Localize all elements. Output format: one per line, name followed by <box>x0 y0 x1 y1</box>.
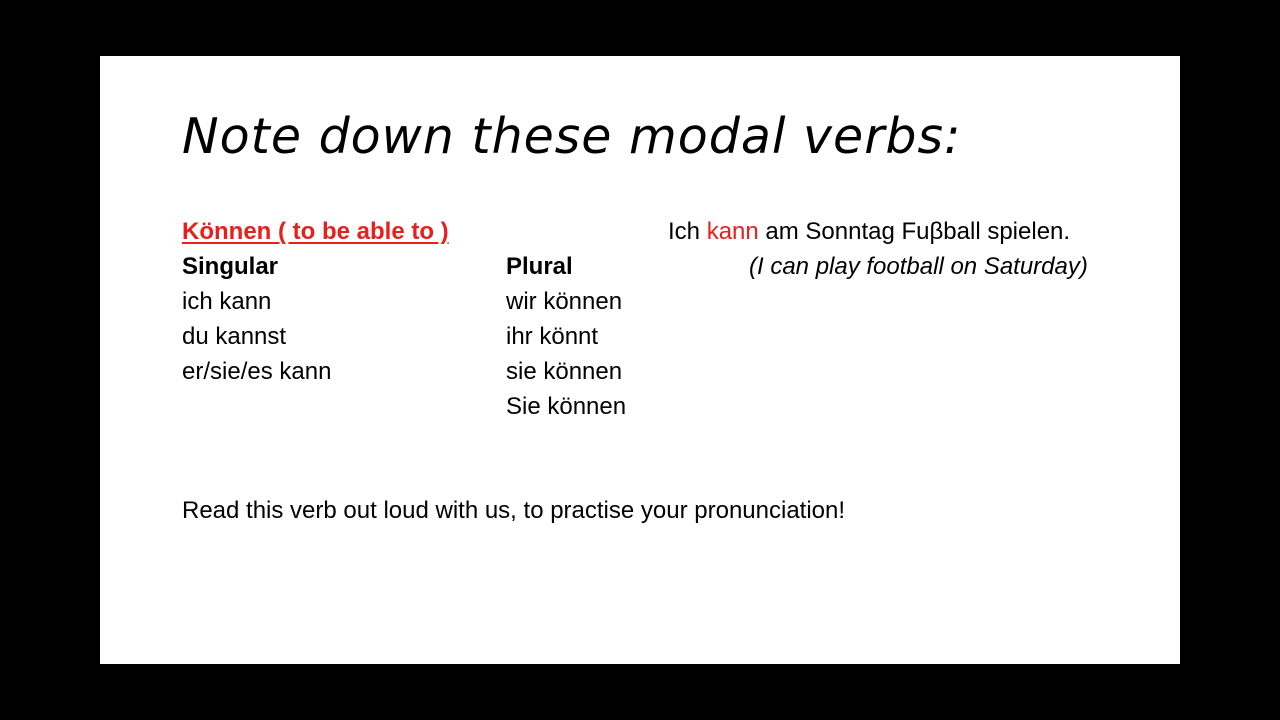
plural-form: sie können <box>506 358 623 385</box>
example-start: Ich <box>668 218 707 245</box>
example-translation: (I can play football on Saturday) <box>749 253 1088 280</box>
plural-column <box>506 249 626 424</box>
plural-form: wir können <box>506 288 623 315</box>
slide-title: Note down these modal verbs: <box>182 108 962 165</box>
plural-label: Plural <box>506 253 573 280</box>
instruction-text: Read this verb out loud with us, to practise your pronunciation! <box>182 497 846 524</box>
verb-heading: Können ( to be able to ) <box>182 218 449 245</box>
singular-column <box>182 249 331 389</box>
singular-form: ich kann <box>182 288 272 315</box>
singular-form: du kannst <box>182 323 287 350</box>
slide <box>100 56 1180 664</box>
singular-form: er/sie/es kann <box>182 358 332 385</box>
plural-form: Sie können <box>506 393 627 420</box>
example-sentence <box>668 214 1070 249</box>
singular-label: Singular <box>182 253 279 280</box>
example-verb-highlight: kann <box>706 218 759 245</box>
example-end: am Sonntag Fuβball spielen. <box>758 218 1071 245</box>
plural-form: ihr könnt <box>506 323 599 350</box>
